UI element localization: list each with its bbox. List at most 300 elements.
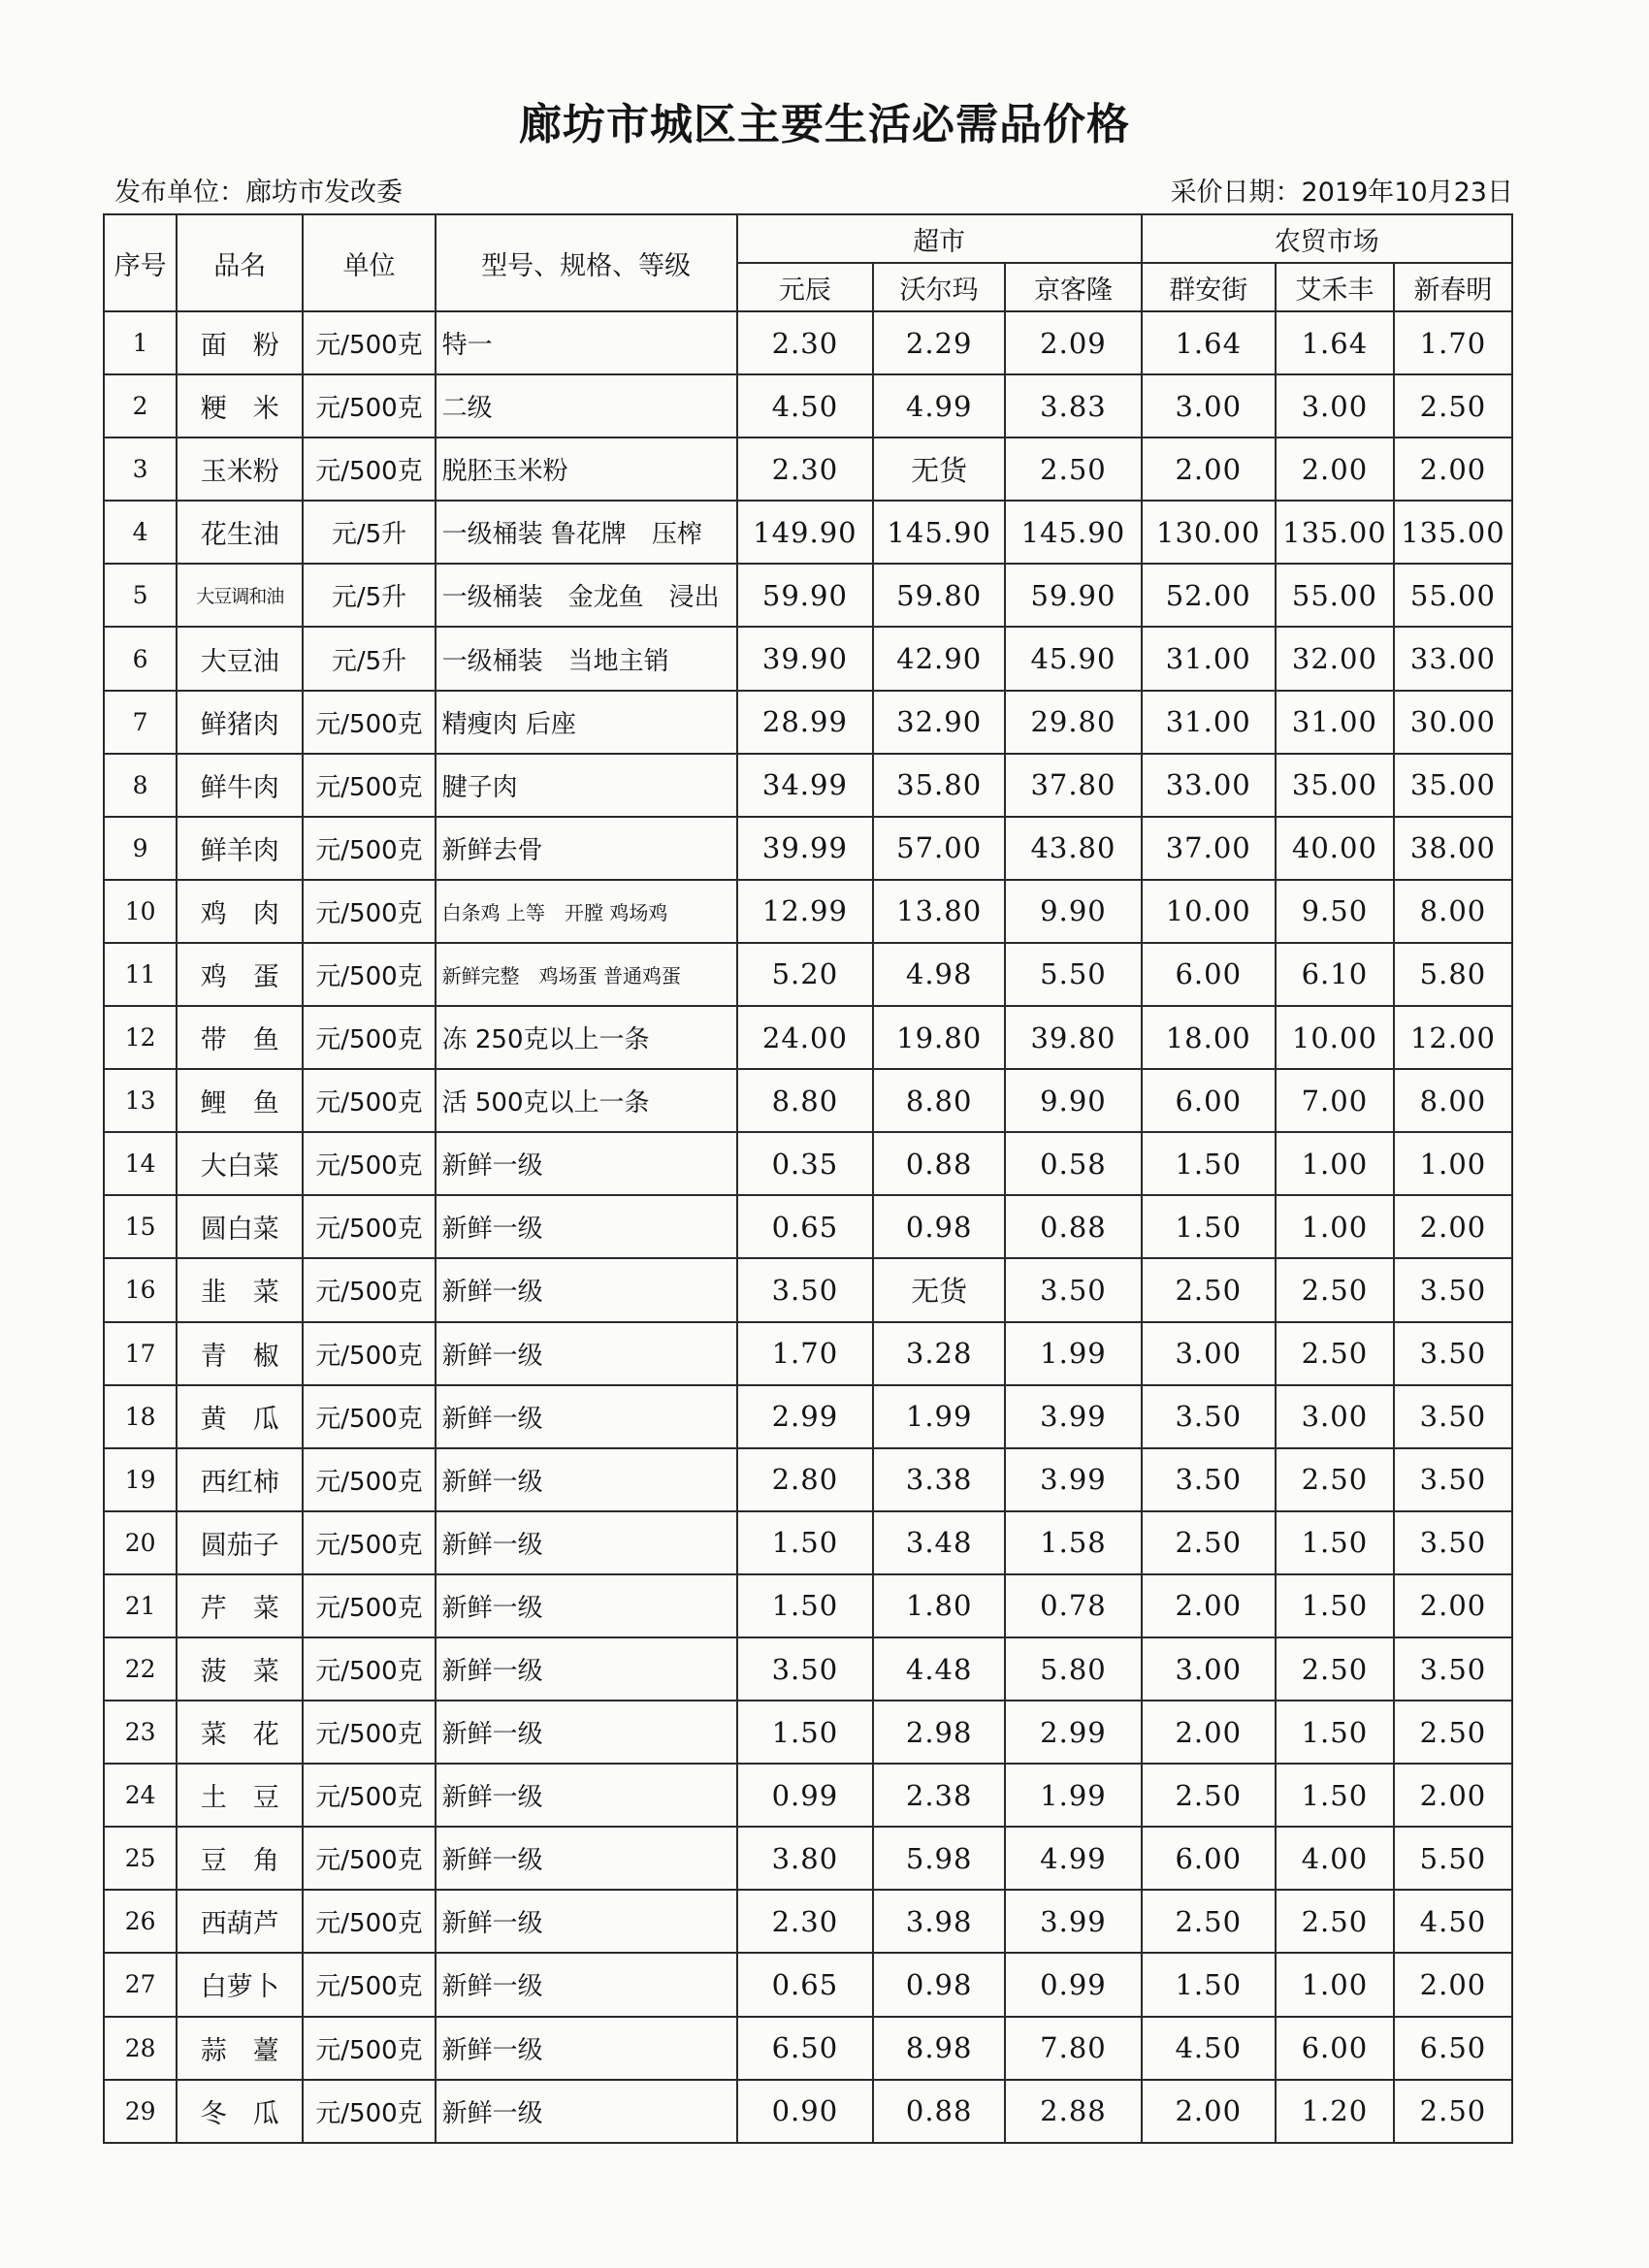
cell-price: 32.90 [873, 691, 1005, 754]
cell-price: 1.99 [873, 1385, 1005, 1448]
price-table [103, 213, 1513, 2144]
cell-price: 3.00 [1276, 1385, 1394, 1448]
cell-price: 2.00 [1276, 437, 1394, 501]
cell-spec: 新鲜一级 [436, 1764, 737, 1827]
cell-name: 芹 菜 [177, 1574, 303, 1637]
cell-name: 玉米粉 [177, 437, 303, 501]
table-row [104, 817, 1512, 880]
cell-seq: 18 [104, 1385, 177, 1448]
cell-name: 粳 米 [177, 374, 303, 437]
table-row [104, 2017, 1512, 2080]
cell-price: 3.50 [1005, 1258, 1141, 1321]
cell-price: 2.50 [1142, 1258, 1276, 1321]
table-row [104, 1890, 1512, 1953]
cell-seq: 29 [104, 2080, 177, 2143]
cell-seq: 8 [104, 754, 177, 817]
cell-price: 38.00 [1394, 817, 1512, 880]
cell-price: 1.64 [1142, 311, 1276, 374]
cell-price: 34.99 [737, 754, 873, 817]
cell-unit: 元/500克 [303, 1511, 435, 1574]
cell-price: 9.90 [1005, 880, 1141, 943]
cell-spec: 新鲜一级 [436, 1574, 737, 1637]
cell-name: 青 椒 [177, 1322, 303, 1385]
cell-seq: 23 [104, 1701, 177, 1764]
cell-spec: 冻 250克以上一条 [436, 1006, 737, 1069]
cell-unit: 元/5升 [303, 627, 435, 690]
cell-seq: 9 [104, 817, 177, 880]
table-row [104, 1701, 1512, 1764]
cell-price: 4.50 [1142, 2017, 1276, 2080]
cell-price: 8.00 [1394, 1069, 1512, 1132]
cell-unit: 元/500克 [303, 1322, 435, 1385]
cell-price: 2.30 [737, 1890, 873, 1953]
cell-price: 3.48 [873, 1511, 1005, 1574]
cell-name: 鲜猪肉 [177, 691, 303, 754]
cell-seq: 16 [104, 1258, 177, 1321]
cell-price: 6.00 [1142, 1069, 1276, 1132]
cell-unit: 元/500克 [303, 374, 435, 437]
cell-spec: 新鲜一级 [436, 1890, 737, 1953]
cell-name: 菜 花 [177, 1701, 303, 1764]
cell-price: 2.00 [1142, 1701, 1276, 1764]
cell-price: 18.00 [1142, 1006, 1276, 1069]
cell-price: 4.50 [737, 374, 873, 437]
cell-price: 1.50 [1276, 1701, 1394, 1764]
cell-price: 2.50 [1142, 1764, 1276, 1827]
cell-name: 韭 菜 [177, 1258, 303, 1321]
cell-unit: 元/500克 [303, 1132, 435, 1195]
cell-price: 6.50 [1394, 2017, 1512, 2080]
cell-price: 2.38 [873, 1764, 1005, 1827]
header-store: 艾禾丰 [1276, 263, 1394, 311]
cell-spec: 新鲜一级 [436, 1701, 737, 1764]
cell-price: 39.90 [737, 627, 873, 690]
cell-price: 1.00 [1276, 1195, 1394, 1258]
cell-price: 2.00 [1142, 1574, 1276, 1637]
cell-price: 2.50 [1276, 1448, 1394, 1511]
cell-spec: 新鲜完整 鸡场蛋 普通鸡蛋 [436, 943, 737, 1006]
cell-price: 2.50 [1276, 1890, 1394, 1953]
cell-price: 1.50 [1276, 1511, 1394, 1574]
cell-spec: 一级桶装 金龙鱼 浸出 [436, 564, 737, 627]
table-row [104, 1574, 1512, 1637]
header-unit: 单位 [303, 214, 435, 311]
cell-unit: 元/500克 [303, 1701, 435, 1764]
cell-seq: 4 [104, 501, 177, 564]
cell-price: 2.50 [1142, 1511, 1276, 1574]
cell-unit: 元/500克 [303, 1764, 435, 1827]
cell-unit: 元/500克 [303, 2017, 435, 2080]
table-row [104, 880, 1512, 943]
cell-seq: 17 [104, 1322, 177, 1385]
table-row [104, 754, 1512, 817]
cell-seq: 1 [104, 311, 177, 374]
cell-price: 2.00 [1394, 1764, 1512, 1827]
cell-price: 5.80 [1394, 943, 1512, 1006]
cell-seq: 6 [104, 627, 177, 690]
table-row [104, 2080, 1512, 2143]
cell-price: 8.80 [873, 1069, 1005, 1132]
header-spec: 型号、规格、等级 [436, 214, 737, 311]
cell-unit: 元/500克 [303, 1827, 435, 1890]
cell-seq: 28 [104, 2017, 177, 2080]
table-row [104, 564, 1512, 627]
cell-price: 24.00 [737, 1006, 873, 1069]
cell-price: 2.00 [1142, 437, 1276, 501]
cell-unit: 元/500克 [303, 691, 435, 754]
cell-price: 0.58 [1005, 1132, 1141, 1195]
cell-price: 3.83 [1005, 374, 1141, 437]
cell-seq: 2 [104, 374, 177, 437]
header-supermarket: 超市 [737, 214, 1142, 263]
cell-unit: 元/500克 [303, 1448, 435, 1511]
cell-spec: 二级 [436, 374, 737, 437]
cell-unit: 元/500克 [303, 1258, 435, 1321]
cell-price: 2.30 [737, 311, 873, 374]
cell-price: 2.29 [873, 311, 1005, 374]
cell-price: 0.99 [1005, 1953, 1141, 2016]
cell-price: 0.88 [873, 1132, 1005, 1195]
cell-price: 3.38 [873, 1448, 1005, 1511]
cell-price: 31.00 [1142, 691, 1276, 754]
cell-price: 135.00 [1394, 501, 1512, 564]
cell-name: 西红柿 [177, 1448, 303, 1511]
cell-name: 鸡 肉 [177, 880, 303, 943]
cell-name: 面 粉 [177, 311, 303, 374]
header-name: 品名 [177, 214, 303, 311]
cell-price: 2.00 [1394, 437, 1512, 501]
cell-seq: 19 [104, 1448, 177, 1511]
cell-price: 5.50 [1005, 943, 1141, 1006]
cell-price: 35.00 [1276, 754, 1394, 817]
header-store: 沃尔玛 [873, 263, 1005, 311]
cell-seq: 15 [104, 1195, 177, 1258]
cell-price: 1.50 [737, 1574, 873, 1637]
cell-price: 135.00 [1276, 501, 1394, 564]
cell-unit: 元/500克 [303, 1385, 435, 1448]
cell-price: 2.00 [1142, 2080, 1276, 2143]
cell-price: 0.88 [873, 2080, 1005, 2143]
cell-price: 2.00 [1394, 1953, 1512, 2016]
cell-price: 6.00 [1142, 1827, 1276, 1890]
cell-name: 黄 瓜 [177, 1385, 303, 1448]
cell-spec: 新鲜一级 [436, 1195, 737, 1258]
cell-price: 0.65 [737, 1195, 873, 1258]
cell-seq: 27 [104, 1953, 177, 2016]
cell-seq: 11 [104, 943, 177, 1006]
cell-spec: 新鲜一级 [436, 1322, 737, 1385]
cell-price: 2.99 [737, 1385, 873, 1448]
cell-spec: 新鲜一级 [436, 1827, 737, 1890]
cell-name: 西葫芦 [177, 1890, 303, 1953]
cell-unit: 元/500克 [303, 880, 435, 943]
cell-name: 蒜 薹 [177, 2017, 303, 2080]
cell-price: 无货 [873, 1258, 1005, 1321]
cell-price: 10.00 [1142, 880, 1276, 943]
cell-name: 鲜牛肉 [177, 754, 303, 817]
cell-price: 52.00 [1142, 564, 1276, 627]
cell-spec: 新鲜一级 [436, 2017, 737, 2080]
cell-price: 31.00 [1276, 691, 1394, 754]
cell-name: 大豆油 [177, 627, 303, 690]
cell-price: 无货 [873, 437, 1005, 501]
cell-price: 37.80 [1005, 754, 1141, 817]
cell-price: 55.00 [1276, 564, 1394, 627]
header-market: 农贸市场 [1142, 214, 1512, 263]
cell-price: 3.98 [873, 1890, 1005, 1953]
table-row [104, 1511, 1512, 1574]
cell-name: 鲤 鱼 [177, 1069, 303, 1132]
cell-price: 2.30 [737, 437, 873, 501]
cell-price: 5.98 [873, 1827, 1005, 1890]
cell-unit: 元/500克 [303, 754, 435, 817]
table-row [104, 1069, 1512, 1132]
cell-price: 0.90 [737, 2080, 873, 2143]
cell-price: 2.00 [1394, 1574, 1512, 1637]
cell-price: 1.50 [1142, 1953, 1276, 2016]
cell-price: 7.80 [1005, 2017, 1141, 2080]
cell-price: 2.09 [1005, 311, 1141, 374]
cell-spec: 活 500克以上一条 [436, 1069, 737, 1132]
table-body [104, 311, 1512, 2143]
cell-price: 1.50 [1276, 1574, 1394, 1637]
cell-price: 4.50 [1394, 1890, 1512, 1953]
cell-price: 30.00 [1394, 691, 1512, 754]
cell-price: 145.90 [873, 501, 1005, 564]
cell-price: 2.99 [1005, 1701, 1141, 1764]
cell-spec: 腱子肉 [436, 754, 737, 817]
cell-seq: 5 [104, 564, 177, 627]
cell-price: 4.99 [1005, 1827, 1141, 1890]
cell-price: 3.50 [1394, 1322, 1512, 1385]
cell-price: 1.00 [1276, 1953, 1394, 2016]
issuer-label: 发布单位：廊坊市发改委 [114, 178, 403, 208]
cell-price: 7.00 [1276, 1069, 1394, 1132]
cell-price: 0.98 [873, 1195, 1005, 1258]
cell-name: 白萝卜 [177, 1953, 303, 2016]
cell-unit: 元/500克 [303, 2080, 435, 2143]
cell-name: 冬 瓜 [177, 2080, 303, 2143]
cell-price: 3.50 [737, 1637, 873, 1701]
table-row [104, 1195, 1512, 1258]
cell-price: 32.00 [1276, 627, 1394, 690]
cell-price: 3.80 [737, 1827, 873, 1890]
cell-name: 菠 菜 [177, 1637, 303, 1701]
cell-price: 43.80 [1005, 817, 1141, 880]
cell-price: 0.99 [737, 1764, 873, 1827]
cell-price: 130.00 [1142, 501, 1276, 564]
cell-price: 4.48 [873, 1637, 1005, 1701]
cell-price: 3.28 [873, 1322, 1005, 1385]
cell-unit: 元/5升 [303, 564, 435, 627]
table-row [104, 1637, 1512, 1701]
table-row [104, 943, 1512, 1006]
cell-spec: 新鲜一级 [436, 1448, 737, 1511]
cell-price: 2.50 [1276, 1322, 1394, 1385]
cell-price: 1.50 [1142, 1195, 1276, 1258]
cell-price: 6.00 [1276, 2017, 1394, 2080]
cell-seq: 3 [104, 437, 177, 501]
cell-price: 8.98 [873, 2017, 1005, 2080]
cell-spec: 特一 [436, 311, 737, 374]
cell-price: 13.80 [873, 880, 1005, 943]
cell-price: 57.00 [873, 817, 1005, 880]
cell-unit: 元/500克 [303, 1890, 435, 1953]
cell-price: 0.78 [1005, 1574, 1141, 1637]
table-row [104, 1448, 1512, 1511]
cell-price: 2.50 [1142, 1890, 1276, 1953]
table-row [104, 1385, 1512, 1448]
cell-price: 1.58 [1005, 1511, 1141, 1574]
cell-price: 6.00 [1142, 943, 1276, 1006]
cell-price: 39.99 [737, 817, 873, 880]
cell-price: 5.20 [737, 943, 873, 1006]
cell-price: 19.80 [873, 1006, 1005, 1069]
cell-price: 59.90 [737, 564, 873, 627]
cell-price: 37.00 [1142, 817, 1276, 880]
cell-price: 3.99 [1005, 1385, 1141, 1448]
cell-unit: 元/500克 [303, 943, 435, 1006]
cell-spec: 精瘦肉 后座 [436, 691, 737, 754]
table-row [104, 374, 1512, 437]
header-store: 京客隆 [1005, 263, 1141, 311]
cell-price: 1.50 [1276, 1764, 1394, 1827]
cell-price: 3.00 [1142, 374, 1276, 437]
cell-price: 3.50 [1142, 1385, 1276, 1448]
cell-spec: 新鲜一级 [436, 2080, 737, 2143]
cell-seq: 7 [104, 691, 177, 754]
cell-price: 1.70 [1394, 311, 1512, 374]
cell-name: 带 鱼 [177, 1006, 303, 1069]
cell-price: 2.50 [1394, 1701, 1512, 1764]
cell-price: 35.00 [1394, 754, 1512, 817]
cell-price: 10.00 [1276, 1006, 1394, 1069]
table-row [104, 691, 1512, 754]
cell-price: 2.88 [1005, 2080, 1141, 2143]
cell-seq: 25 [104, 1827, 177, 1890]
cell-price: 3.50 [737, 1258, 873, 1321]
cell-price: 3.50 [1142, 1448, 1276, 1511]
cell-unit: 元/500克 [303, 1069, 435, 1132]
cell-price: 39.80 [1005, 1006, 1141, 1069]
cell-seq: 12 [104, 1006, 177, 1069]
cell-spec: 新鲜一级 [436, 1511, 737, 1574]
cell-spec: 新鲜去骨 [436, 817, 737, 880]
cell-price: 3.99 [1005, 1448, 1141, 1511]
cell-price: 145.90 [1005, 501, 1141, 564]
header-store: 新春明 [1394, 263, 1512, 311]
header-seq: 序号 [104, 214, 177, 311]
cell-price: 2.50 [1276, 1637, 1394, 1701]
header-store: 群安街 [1142, 263, 1276, 311]
cell-price: 3.00 [1142, 1637, 1276, 1701]
cell-price: 2.50 [1394, 374, 1512, 437]
cell-price: 55.00 [1394, 564, 1512, 627]
cell-price: 2.50 [1394, 2080, 1512, 2143]
cell-name: 豆 角 [177, 1827, 303, 1890]
cell-price: 40.00 [1276, 817, 1394, 880]
cell-price: 1.50 [737, 1511, 873, 1574]
cell-price: 4.00 [1276, 1827, 1394, 1890]
cell-price: 3.00 [1276, 374, 1394, 437]
cell-spec: 脱胚玉米粉 [436, 437, 737, 501]
cell-name: 圆茄子 [177, 1511, 303, 1574]
cell-seq: 10 [104, 880, 177, 943]
cell-price: 9.50 [1276, 880, 1394, 943]
cell-price: 2.00 [1394, 1195, 1512, 1258]
table-row [104, 627, 1512, 690]
table-row [104, 501, 1512, 564]
table-row [104, 1322, 1512, 1385]
cell-price: 29.80 [1005, 691, 1141, 754]
page-title: 廊坊市城区主要生活必需品价格 [519, 100, 1130, 149]
cell-price: 0.88 [1005, 1195, 1141, 1258]
table-row [104, 1006, 1512, 1069]
cell-price: 1.99 [1005, 1764, 1141, 1827]
cell-spec: 新鲜一级 [436, 1132, 737, 1195]
cell-unit: 元/500克 [303, 1574, 435, 1637]
cell-spec: 新鲜一级 [436, 1637, 737, 1701]
table-row [104, 1132, 1512, 1195]
cell-price: 1.70 [737, 1322, 873, 1385]
cell-price: 3.50 [1394, 1385, 1512, 1448]
cell-price: 3.50 [1394, 1448, 1512, 1511]
cell-price: 149.90 [737, 501, 873, 564]
cell-unit: 元/500克 [303, 437, 435, 501]
cell-price: 2.50 [1005, 437, 1141, 501]
cell-price: 3.50 [1394, 1511, 1512, 1574]
cell-price: 1.00 [1276, 1132, 1394, 1195]
table-row [104, 1953, 1512, 2016]
table-header [104, 214, 1512, 311]
cell-price: 1.50 [737, 1701, 873, 1764]
cell-price: 28.99 [737, 691, 873, 754]
cell-unit: 元/500克 [303, 817, 435, 880]
cell-price: 6.50 [737, 2017, 873, 2080]
cell-price: 2.80 [737, 1448, 873, 1511]
cell-spec: 一级桶装 当地主销 [436, 627, 737, 690]
cell-price: 1.80 [873, 1574, 1005, 1637]
cell-spec: 一级桶装 鲁花牌 压榨 [436, 501, 737, 564]
cell-price: 59.80 [873, 564, 1005, 627]
cell-price: 0.65 [737, 1953, 873, 2016]
cell-spec: 新鲜一级 [436, 1385, 737, 1448]
cell-price: 59.90 [1005, 564, 1141, 627]
table-row [104, 311, 1512, 374]
cell-price: 1.99 [1005, 1322, 1141, 1385]
cell-price: 0.35 [737, 1132, 873, 1195]
cell-price: 5.50 [1394, 1827, 1512, 1890]
cell-seq: 13 [104, 1069, 177, 1132]
cell-spec: 新鲜一级 [436, 1953, 737, 2016]
cell-price: 3.50 [1394, 1258, 1512, 1321]
cell-unit: 元/500克 [303, 311, 435, 374]
cell-spec: 新鲜一级 [436, 1258, 737, 1321]
cell-unit: 元/500克 [303, 1006, 435, 1069]
cell-price: 12.00 [1394, 1006, 1512, 1069]
table-row [104, 1827, 1512, 1890]
cell-price: 1.20 [1276, 2080, 1394, 2143]
cell-price: 31.00 [1142, 627, 1276, 690]
cell-unit: 元/500克 [303, 1195, 435, 1258]
price-date-label: 采价日期：2019年10月23日 [1170, 178, 1513, 208]
cell-unit: 元/500克 [303, 1953, 435, 2016]
cell-name: 花生油 [177, 501, 303, 564]
cell-name: 大白菜 [177, 1132, 303, 1195]
cell-spec: 白条鸡 上等 开膛 鸡场鸡 [436, 880, 737, 943]
cell-price: 33.00 [1142, 754, 1276, 817]
cell-seq: 22 [104, 1637, 177, 1701]
